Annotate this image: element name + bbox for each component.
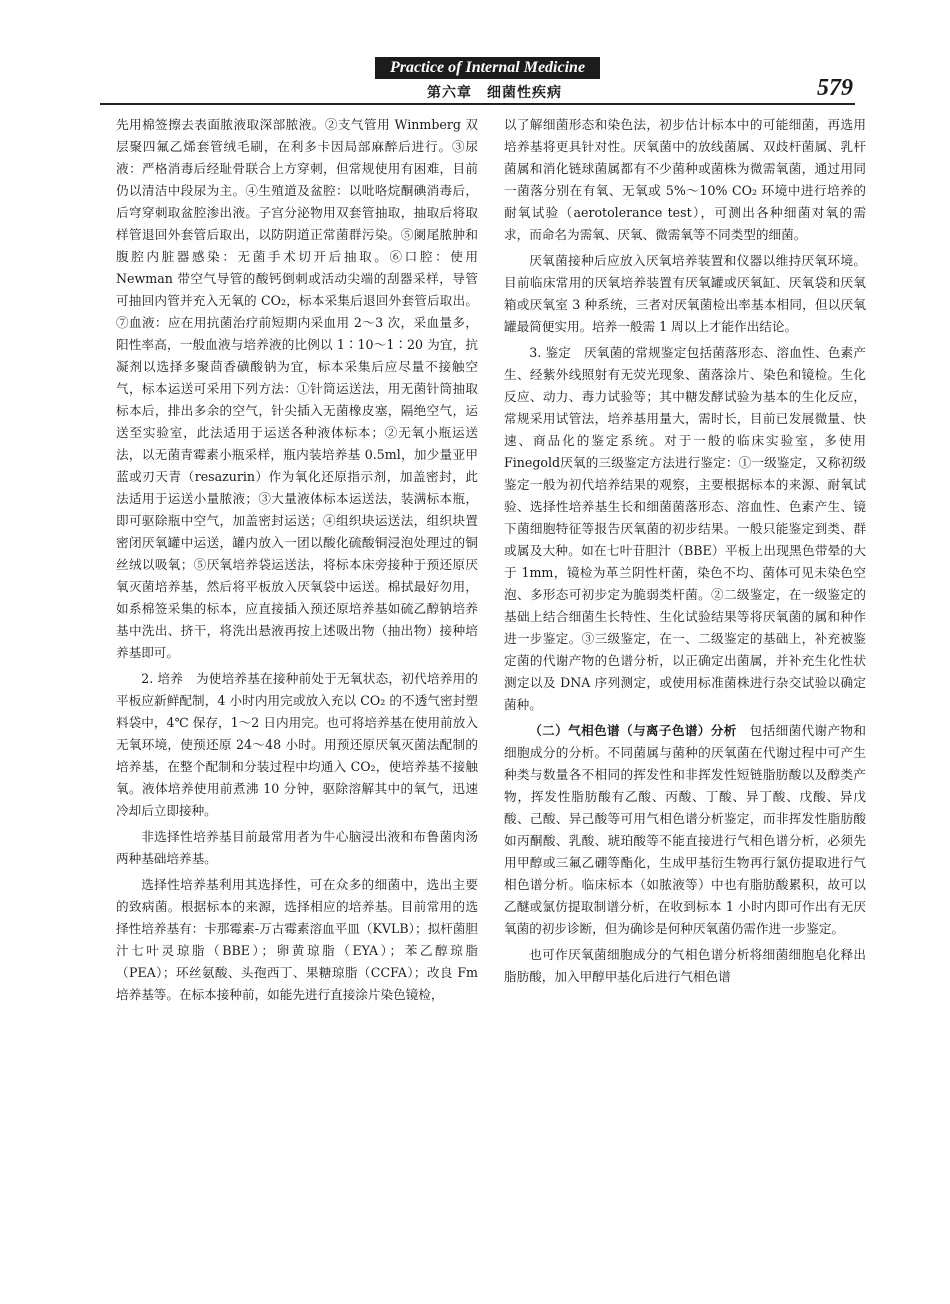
paragraph: 选择性培养基利用其选择性，可在众多的细菌中，选出主要的致病菌。根据标本的来源，选择相应的培养基。目前常用的选择性培养基有：卡那霉素-万古霉素溶血平皿（KVLB）；拟杆菌胆汁七叶灵琼脂（BBE）；卵黄琼脂（EYA）；苯乙醇琼脂（PEA）；环丝氨酸、头孢西丁、果糖琼脂（CCFA）；改良 Fm 培养基等。在标本接种前，如能先进行直接涂片染色镜检， [116, 877, 478, 1002]
left-column [116, 114, 478, 1006]
right-column [504, 114, 866, 988]
header-rule [100, 103, 855, 105]
journal-banner: Practice of Internal Medicine [375, 57, 600, 79]
paragraph: 非选择性培养基目前最常用者为牛心脑浸出液和布鲁菌肉汤两种基础培养基。 [116, 829, 478, 866]
section-heading: （二）气相色谱（与离子色谱）分析 [529, 723, 737, 738]
paragraph: 厌氧菌接种后应放入厌氧培养装置和仪器以维持厌氧环境。目前临床常用的厌氧培养装置有厌氧罐或厌氧缸、厌氧袋和厌氧箱或厌氧室 3 种系统，三者对厌氧菌检出率基本相同，但以厌氧罐最简便实用。培养一般需 1 周以上才能作出结论。 [504, 253, 866, 334]
page-number: 579 [817, 75, 853, 101]
chapter-title: 第六章 细菌性疾病 [427, 85, 562, 101]
paragraph-body: 包括细菌代谢产物和细胞成分的分析。不同菌属与菌种的厌氧菌在代谢过程中可产生种类与数量各不相同的挥发性和非挥发性短链脂肪酸以及醇类产物，挥发性脂肪酸有乙酸、丙酸、丁酸、异丁酸、戊酸、异戊酸、己酸、异己酸等可用气相色谱分析鉴定，而非挥发性脂肪酸如丙酮酸、乳酸、琥珀酸等不能直接进行气相色谱分析，必须先用甲醇或三氟乙硼等酯化，生成甲基衍生物再行氯仿提取进行气相色谱分析。临床标本（如脓液等）中也有脂肪酸累积，故可以乙醚或氯仿提取制谱分析，在收到标本 1 小时内即可作出有无厌氧菌的初步诊断，但为确诊是何种厌氧菌仍需作进一步鉴定。 [504, 723, 866, 936]
paragraph: 3. 鉴定 厌氧菌的常规鉴定包括菌落形态、溶血性、色素产生、经紫外线照射有无荧光现象、菌落涂片、染色和镜检。生化反应、动力、毒力试验等；其中糖发酵试验为基本的生化反应，常规采用试管法，培养基用量大，需时长，目前已发展微量、快速、商品化的鉴定系统。对于一般的临床实验室，多使用 Finegold厌氧的三级鉴定方法进行鉴定：①一级鉴定，又称初级鉴定一般为初代培养结果的观察，主要根据标本的来源、耐氧试验、选择性培养基生长和细菌菌落形态、溶血性、色素产生、镜下菌细胞特征等报告厌氧菌的初步结果。一般只能鉴定到类、群或属及大种。如在七叶苷胆汁（BBE）平板上出现黑色带晕的大于 1mm，镜检为革兰阴性杆菌，染色不均、菌体可见未染色空泡、多形态可初步定为脆弱类杆菌。②二级鉴定，在一级鉴定的基础上结合细菌生长特性、生化试验结果等将厌氧菌的属和种作进一步鉴定。③三级鉴定，在一、二级鉴定的基础上，补充被鉴定菌的代谢产物的色谱分析，以正确定出菌属，并补充生化性状测定以及 DNA 序列测定，或使用标准菌株进行杂交试验以确定菌种。 [504, 345, 866, 712]
paragraph: 2. 培养 为使培养基在接种前处于无氧状态，初代培养用的平板应新鲜配制，4 小时内用完或放入充以 CO₂ 的不透气密封塑料袋中，4℃ 保存，1～2 日内用完。也可将培养基在使用前放入无氧环境，使预还原 24～48 小时。用预还原厌氧灭菌法配制的培养基，在整个配制和分装过程中均通入 CO₂，使培养基不接触氧。液体培养使用前煮沸 10 分钟，驱除溶解其中的氧气，迅速冷却后立即接种。 [116, 671, 478, 818]
paragraph [504, 720, 866, 940]
paragraph: 先用棉签擦去表面脓液取深部脓液。②支气管用 Winmberg 双层聚四氟乙烯套管绒毛刷，在利多卡因局部麻醉后进行。③尿液：严格消毒后经耻骨联合上方穿刺，但常规使用有困难，目前仍以清洁中段尿为主。④生殖道及盆腔：以吡咯烷酮碘消毒后，后穹穿刺取盆腔渗出液。子宫分泌物用双套管抽取，抽取后将取样管退回外套管后取出，以防阴道正常菌群污染。⑤阑尾脓肿和腹腔内脏器感染：无菌手术切开后抽取。⑥口腔：使用 Newman 带空气导管的酸钙倒刺或活动尖端的刮器采样，导管可抽回内管并充入无氧的 CO₂，标本采集后退回外套管后取出。⑦血液：应在用抗菌治疗前短期内采血用 2～3 次，采血量多，阳性率高，一般血液与培养液的比例以 1∶10～1∶20 为宜，抗凝剂以选择多聚茴香磺酸钠为宜，标本采集后应尽量不接触空气，标本运送可采用下列方法：①针筒运送法，用无菌针筒抽取标本后，排出多余的空气，针尖插入无菌橡皮塞，隔绝空气，运送至实验室，此法适用于运送各种液体标本；②无氧小瓶运送法，以无菌青霉素小瓶采样，瓶内装培养基 0.5ml，加少量亚甲蓝或刃天青（resazurin）作为氧化还原指示剂，加盖密封，此法适用于运送小量脓液；③大量液体标本运送法，装满标本瓶，即可驱除瓶中空气，加盖密封运送；④组织块运送法，组织块置密闭厌氧罐中运送，罐内放入一团以酸化硫酸铜浸泡处理过的铜丝绒以吸氧；⑤厌氧培养袋运送法，将标本床旁接种于预还原厌氧灭菌培养基，然后将平板放入厌氧袋中运送。棉拭最好勿用，如系棉签采集的标本，应直接插入预还原培养基如硫乙醇钠培养基中洗出、挤干，将洗出悬液再按上述吸出物（抽出物）接种培养基即可。 [116, 117, 478, 660]
paragraph: 以了解细菌形态和染色法，初步估计标本中的可能细菌，再选用培养基将更具针对性。厌氧菌中的放线菌属、双歧杆菌属、乳杆菌属和消化链球菌属都有不少菌种或菌株为微需氧菌，通过用同一菌落分别在有氧、无氧或 5%～10% CO₂ 环境中进行培养的耐氧试验（aerotolerance test），可测出各种细菌对氧的需求，而命名为需氧、厌氧、微需氧等不同类型的细菌。 [504, 117, 866, 242]
paragraph: 也可作厌氧菌细胞成分的气相色谱分析将细菌细胞皂化释出脂肪酸，加入甲醇甲基化后进行气相色谱 [504, 947, 866, 984]
